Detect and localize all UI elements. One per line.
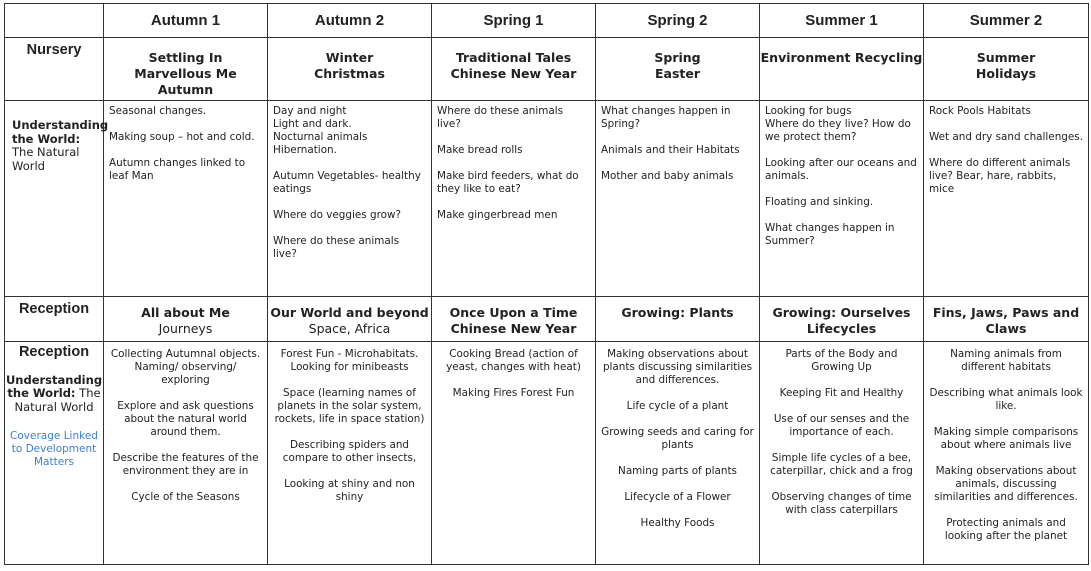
cell-item: Simple life cycles of a bee, caterpillar, chick and a frog	[770, 452, 913, 477]
cell-item: Protecting animals and looking after the planet	[944, 517, 1068, 542]
uw-rest: The Natural World	[12, 145, 80, 173]
cell-item: Wet and dry sand challenges.	[929, 131, 1083, 143]
reception-cell-summer-1	[760, 342, 924, 565]
cell-item: Describing spiders and compare to other insects,	[282, 439, 417, 464]
nursery-cell-summer-2	[924, 101, 1089, 297]
topic-main: Environment Recycling	[760, 50, 923, 65]
cell-item: Where do different animals live? Bear, hare, rabbits, mice	[929, 157, 1071, 195]
curriculum-table	[4, 3, 1089, 565]
reception-cell-autumn-1	[104, 342, 268, 565]
cell-item: Seasonal changes.	[109, 105, 207, 117]
nursery-topic	[104, 38, 268, 101]
reception-topic	[432, 297, 596, 342]
nursery-cell-spring-1	[432, 101, 596, 297]
cell-item: Collecting Autumnal objects. Naming/ observing/ exploring	[110, 348, 261, 386]
topic-main: Spring Easter	[654, 50, 701, 81]
header-row	[5, 4, 1089, 38]
cell-item: Rock Pools Habitats	[929, 105, 1031, 117]
reception-topic	[268, 297, 432, 342]
header-autumn-1: Autumn 1	[104, 4, 268, 38]
cell-item: Space (learning names of planets in the solar system, rockets, life in space station)	[274, 387, 425, 425]
cell-item: Use of our senses and the importance of each.	[773, 413, 910, 438]
cell-item: Observing changes of time with class caterpillars	[771, 491, 912, 516]
cell-item: Explore and ask questions about the natural world around them.	[117, 400, 254, 438]
reception-uw-label	[5, 342, 104, 565]
cell-item: What changes happen in Spring?	[601, 105, 731, 130]
topic-main: Once Upon a Time Chinese New Year	[449, 305, 578, 336]
reception-content-row	[5, 342, 1089, 565]
topic-main: Winter Christmas	[314, 50, 385, 81]
cell-item: Day and night Light and dark. Nocturnal animals Hibernation.	[273, 105, 368, 156]
cell-item: Making observations about animals, discussing similarities and differences.	[934, 465, 1078, 503]
topic-main: Traditional Tales Chinese New Year	[450, 50, 577, 81]
topic-main: All about Me	[141, 305, 230, 320]
cell-item: Growing seeds and caring for plants	[601, 426, 754, 451]
cell-item: Looking for bugs Where do they live? How do we protect them?	[765, 105, 911, 143]
cell-item: Animals and their Habitats	[601, 144, 740, 156]
cell-item: Make bird feeders, what do they like to eat?	[437, 170, 579, 195]
reception-cell-summer-2	[924, 342, 1089, 565]
reception-cell-autumn-2	[268, 342, 432, 565]
uw-rest: The Natural World	[14, 386, 101, 414]
topic-main: Summer Holidays	[975, 50, 1037, 81]
cell-item: Making simple comparisons about where animals live	[933, 426, 1079, 451]
cell-item: Making observations about plants discussing similarities and differences.	[602, 348, 753, 386]
cell-item: Making soup – hot and cold.	[109, 131, 255, 143]
cell-item: Where do these animals live?	[437, 105, 564, 130]
nursery-topic	[924, 38, 1089, 101]
cell-item: Describe the features of the environment they are in	[112, 452, 259, 477]
cell-item: Naming parts of plants	[618, 465, 737, 477]
nursery-topic	[760, 38, 924, 101]
cell-item: Cooking Bread (action of yeast, changes with heat)	[446, 348, 581, 373]
nursery-topic-row	[5, 38, 1089, 101]
header-spring-1: Spring 1	[432, 4, 596, 38]
cell-item: Looking after our oceans and animals.	[765, 157, 917, 182]
cell-item: What changes happen in Summer?	[765, 222, 895, 247]
topic-sub: Space, Africa	[308, 321, 391, 336]
reception-topic	[104, 297, 268, 342]
cell-item: Keeping Fit and Healthy	[779, 387, 904, 399]
reception-cell-spring-1	[432, 342, 596, 565]
nursery-content-row	[5, 101, 1089, 297]
topic-main: Fins, Jaws, Paws and Claws	[932, 305, 1080, 336]
nursery-cell-autumn-2	[268, 101, 432, 297]
cell-item: Mother and baby animals	[601, 170, 734, 182]
reception-topic	[760, 297, 924, 342]
nursery-cell-autumn-1	[104, 101, 268, 297]
topic-main: Our World and beyond	[270, 305, 429, 320]
nursery-cell-spring-2	[596, 101, 760, 297]
reception-cell-spring-2	[596, 342, 760, 565]
cell-item: Life cycle of a plant	[626, 400, 729, 412]
cell-item: Autumn changes linked to leaf Man	[109, 157, 246, 182]
coverage-link[interactable]: Coverage Linked to Development Matters	[10, 430, 98, 468]
header-corner	[5, 4, 104, 38]
topic-main: Settling In Marvellous Me Autumn	[134, 50, 237, 97]
cell-item: Naming animals from different habitats	[950, 348, 1062, 373]
nursery-topic	[268, 38, 432, 101]
nursery-topic	[596, 38, 760, 101]
reception-topic	[596, 297, 760, 342]
cell-item: Forest Fun - Microhabitats. Looking for minibeasts	[280, 348, 419, 373]
cell-item: Where do these animals live?	[273, 235, 400, 260]
cell-item: Healthy Foods	[640, 517, 715, 529]
nursery-uw-label	[5, 101, 109, 297]
reception-label: Reception	[5, 297, 104, 342]
cell-item: Lifecycle of a Flower	[624, 491, 731, 503]
topic-main: Growing: Plants	[621, 305, 734, 320]
reception-topic-row	[5, 297, 1089, 342]
nursery-label: Nursery	[5, 38, 104, 101]
cell-item: Floating and sinking.	[765, 196, 874, 208]
nursery-topic	[432, 38, 596, 101]
cell-item: Make bread rolls	[437, 144, 523, 156]
uw-bold: Understanding the World:	[12, 118, 109, 146]
topic-main: Growing: Ourselves Lifecycles	[772, 305, 911, 336]
cell-item: Parts of the Body and Growing Up	[785, 348, 898, 373]
cell-item: Autumn Vegetables- healthy eatings	[273, 170, 421, 195]
cell-item: Making Fires Forest Fun	[452, 387, 575, 399]
cell-item: Cycle of the Seasons	[131, 491, 240, 503]
uw-bold: Understanding the World:	[5, 372, 103, 400]
topic-sub: Journeys	[158, 321, 213, 336]
reception-topic	[924, 297, 1089, 342]
cell-item: Looking at shiny and non shiny	[284, 478, 415, 503]
header-spring-2: Spring 2	[596, 4, 760, 38]
cell-item: Describing what animals look like.	[929, 387, 1083, 412]
header-summer-2: Summer 2	[924, 4, 1089, 38]
cell-item: Make gingerbread men	[437, 209, 558, 221]
nursery-cell-summer-1	[760, 101, 924, 297]
header-summer-1: Summer 1	[760, 4, 924, 38]
header-autumn-2: Autumn 2	[268, 4, 432, 38]
reception-label-2: Reception	[18, 344, 90, 360]
cell-item: Where do veggies grow?	[273, 209, 401, 221]
